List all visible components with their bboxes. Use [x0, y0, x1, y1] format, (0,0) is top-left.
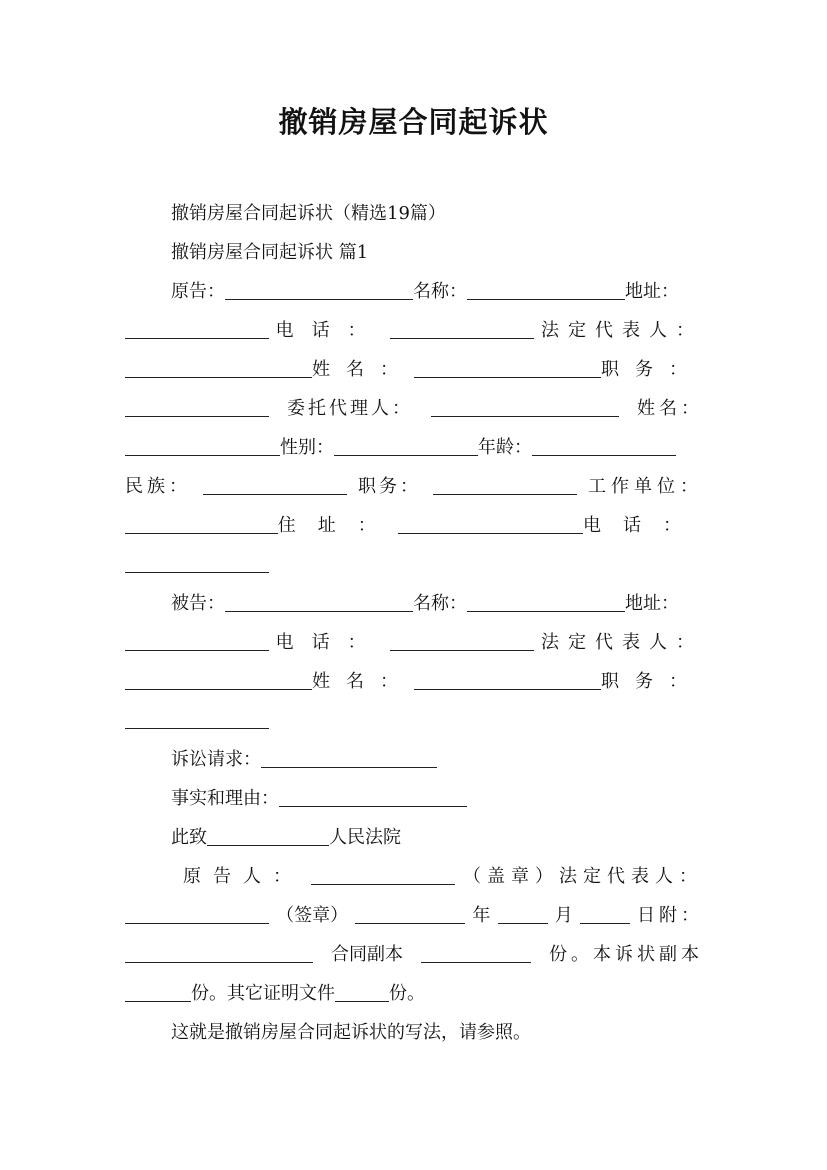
closing-line: 这就是撤销房屋合同起诉状的写法，请参照。 — [171, 1022, 531, 1043]
blank-field[interactable] — [125, 961, 313, 963]
signature-line-1: 原告人： （盖章）法定代表人： — [183, 866, 703, 887]
blank-field[interactable] — [207, 844, 329, 846]
blank-field[interactable] — [414, 688, 601, 690]
blank-field[interactable] — [125, 376, 312, 378]
blank-field[interactable] — [311, 883, 455, 885]
blank-field[interactable] — [355, 922, 465, 924]
signature-line-3: 合同副本 份。本诉状副本 — [125, 935, 703, 974]
plaintiff-line-7: 住址： 电话： — [125, 506, 703, 545]
intro-line: 撤销房屋合同起诉状（精选19篇） — [171, 203, 446, 224]
defendant-line-1: 被告： 名称： 地址： — [171, 593, 679, 614]
blank-field[interactable] — [421, 961, 531, 963]
blank-field[interactable] — [225, 298, 413, 300]
facts-line: 事实和理由： — [125, 779, 703, 818]
plaintiff-line-1: 原告： 名称： 地址： — [171, 281, 679, 302]
document-title: 撤销房屋合同起诉状 — [278, 105, 549, 139]
blank-field[interactable] — [498, 922, 548, 924]
blank-field[interactable] — [414, 376, 601, 378]
blank-field[interactable] — [334, 454, 478, 456]
blank-field[interactable] — [261, 766, 437, 768]
blank-field[interactable] — [125, 532, 278, 534]
defendant-line-4 — [125, 701, 703, 740]
blank-field[interactable] — [467, 298, 625, 300]
defendant-line-2: 电话： 法定代表人： — [125, 623, 703, 662]
blank-field[interactable] — [580, 922, 630, 924]
plaintiff-line-8 — [125, 545, 703, 584]
blank-field[interactable] — [335, 1000, 389, 1002]
blank-field[interactable] — [431, 415, 619, 417]
blank-field[interactable] — [203, 493, 347, 495]
blank-field[interactable] — [125, 727, 269, 729]
blank-field[interactable] — [467, 610, 625, 612]
blank-field[interactable] — [532, 454, 676, 456]
blank-field[interactable] — [125, 649, 269, 651]
section-heading: 撤销房屋合同起诉状 篇1 — [171, 242, 369, 263]
plaintiff-line-6: 民族： 职务： 工作单位： — [125, 476, 703, 497]
plaintiff-line-3: 姓名： 职务： — [125, 350, 703, 389]
signature-line-2: （签章） 年 月 日附： — [125, 896, 703, 935]
blank-field[interactable] — [279, 805, 467, 807]
blank-field[interactable] — [225, 610, 413, 612]
blank-field[interactable] — [125, 1000, 191, 1002]
document-body — [125, 194, 703, 1052]
plaintiff-line-2: 电话： 法定代表人： — [125, 311, 703, 350]
blank-field[interactable] — [390, 649, 534, 651]
blank-field[interactable] — [125, 415, 269, 417]
defendant-line-3: 姓名： 职务： — [125, 662, 703, 701]
blank-field[interactable] — [390, 337, 534, 339]
blank-field[interactable] — [433, 493, 577, 495]
blank-field[interactable] — [125, 454, 280, 456]
blank-field[interactable] — [125, 571, 269, 573]
claim-line: 诉讼请求： — [125, 740, 703, 779]
blank-field[interactable] — [125, 337, 269, 339]
court-line: 此致 人民法院 — [171, 827, 401, 848]
plaintiff-line-4: 委托代理人： 姓名： — [125, 389, 703, 428]
signature-line-4: 份。其它证明文件 份。 — [125, 974, 703, 1013]
blank-field[interactable] — [125, 688, 312, 690]
blank-field[interactable] — [398, 532, 583, 534]
plaintiff-line-5: 性别： 年龄： — [125, 428, 703, 467]
blank-field[interactable] — [125, 922, 269, 924]
